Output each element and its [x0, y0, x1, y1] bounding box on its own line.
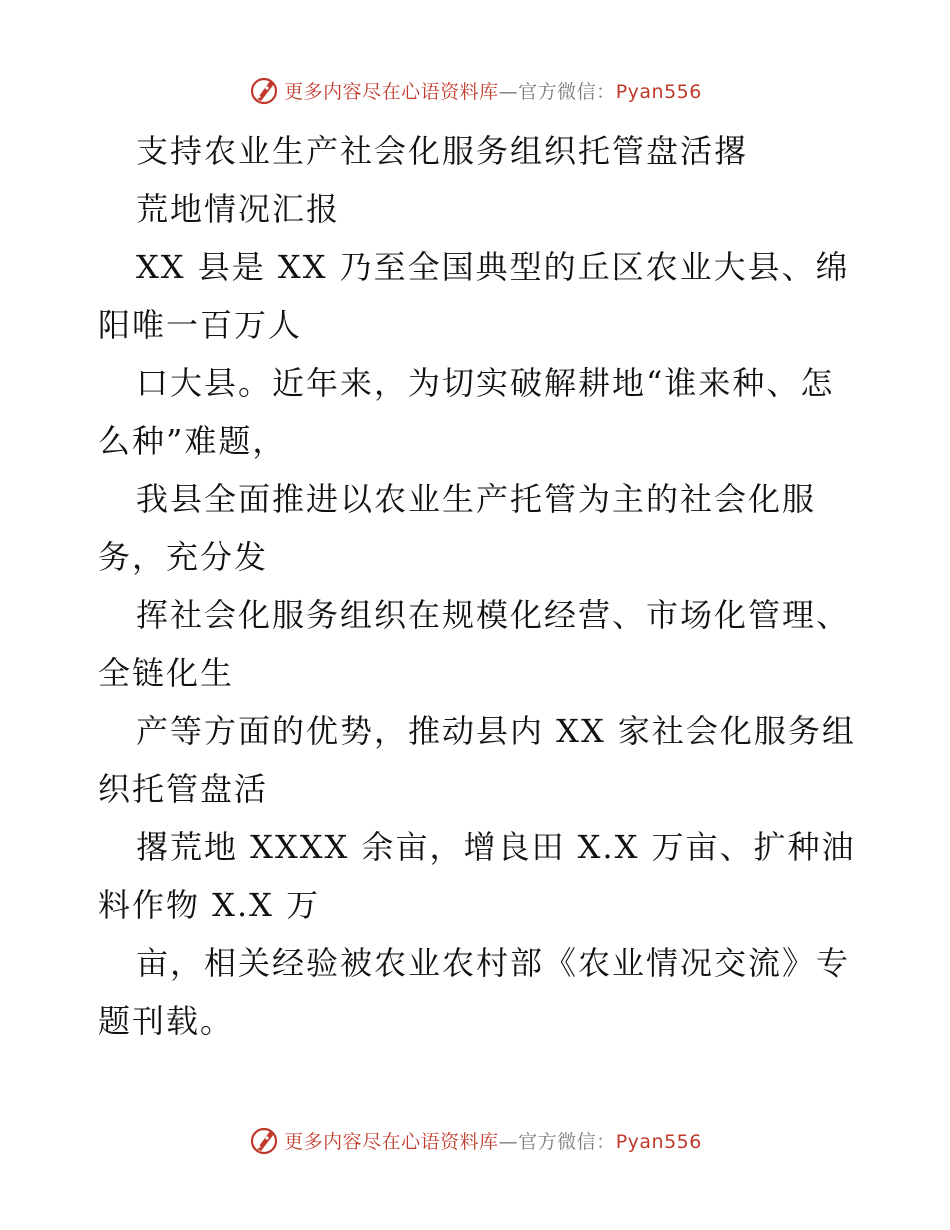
footer-brand-text	[284, 1127, 702, 1154]
document-body	[98, 122, 858, 1050]
text-line: 题刊载。	[98, 1002, 235, 1040]
text-line: 撂荒地 XXXX 余亩，增良田 X.X 万亩、扩种油	[136, 828, 856, 866]
header-watermark	[0, 72, 950, 108]
footer-wechat-id: Pyan556	[615, 1130, 702, 1153]
footer-watermark	[0, 1122, 950, 1158]
pen-nib-logo-icon	[248, 1124, 280, 1156]
text-line: 荒地情况汇报	[136, 190, 341, 228]
header-brand-main: 更多内容尽在心语资料库	[284, 80, 499, 103]
text-line: 么种”难题，	[98, 422, 287, 460]
header-wechat-id: Pyan556	[615, 80, 702, 103]
text-line: 务，充分发	[98, 538, 269, 576]
header-brand	[248, 74, 702, 106]
header-wechat-label: 官方微信：	[518, 80, 616, 103]
text-line: XX 县是 XX 乃至全国典型的丘区农业大县、绵	[136, 248, 850, 286]
text-line: 支持农业生产社会化服务组织托管盘活撂	[136, 132, 749, 170]
text-line: 全链化生	[98, 654, 235, 692]
footer-brand	[248, 1124, 702, 1156]
footer-brand-dash: —	[498, 1130, 519, 1153]
pen-nib-logo-icon	[248, 74, 280, 106]
header-brand-text	[284, 77, 702, 104]
text-line: 织托管盘活	[98, 770, 269, 808]
text-line: 口大县。近年来，为切实破解耕地“谁来种、怎	[136, 364, 835, 402]
text-line: 挥社会化服务组织在规模化经营、市场化管理、	[136, 596, 851, 634]
footer-brand-main: 更多内容尽在心语资料库	[284, 1130, 499, 1153]
footer-wechat-label: 官方微信：	[518, 1130, 616, 1153]
text-line: 料作物 X.X 万	[98, 886, 321, 924]
text-line: 阳唯一百万人	[98, 306, 303, 344]
text-line: 产等方面的优势，推动县内 XX 家社会化服务组	[136, 712, 856, 750]
text-line: 我县全面推进以农业生产托管为主的社会化服	[136, 480, 817, 518]
header-brand-dash: —	[498, 80, 519, 103]
text-line: 亩，相关经验被农业农村部《农业情况交流》专	[136, 944, 851, 982]
